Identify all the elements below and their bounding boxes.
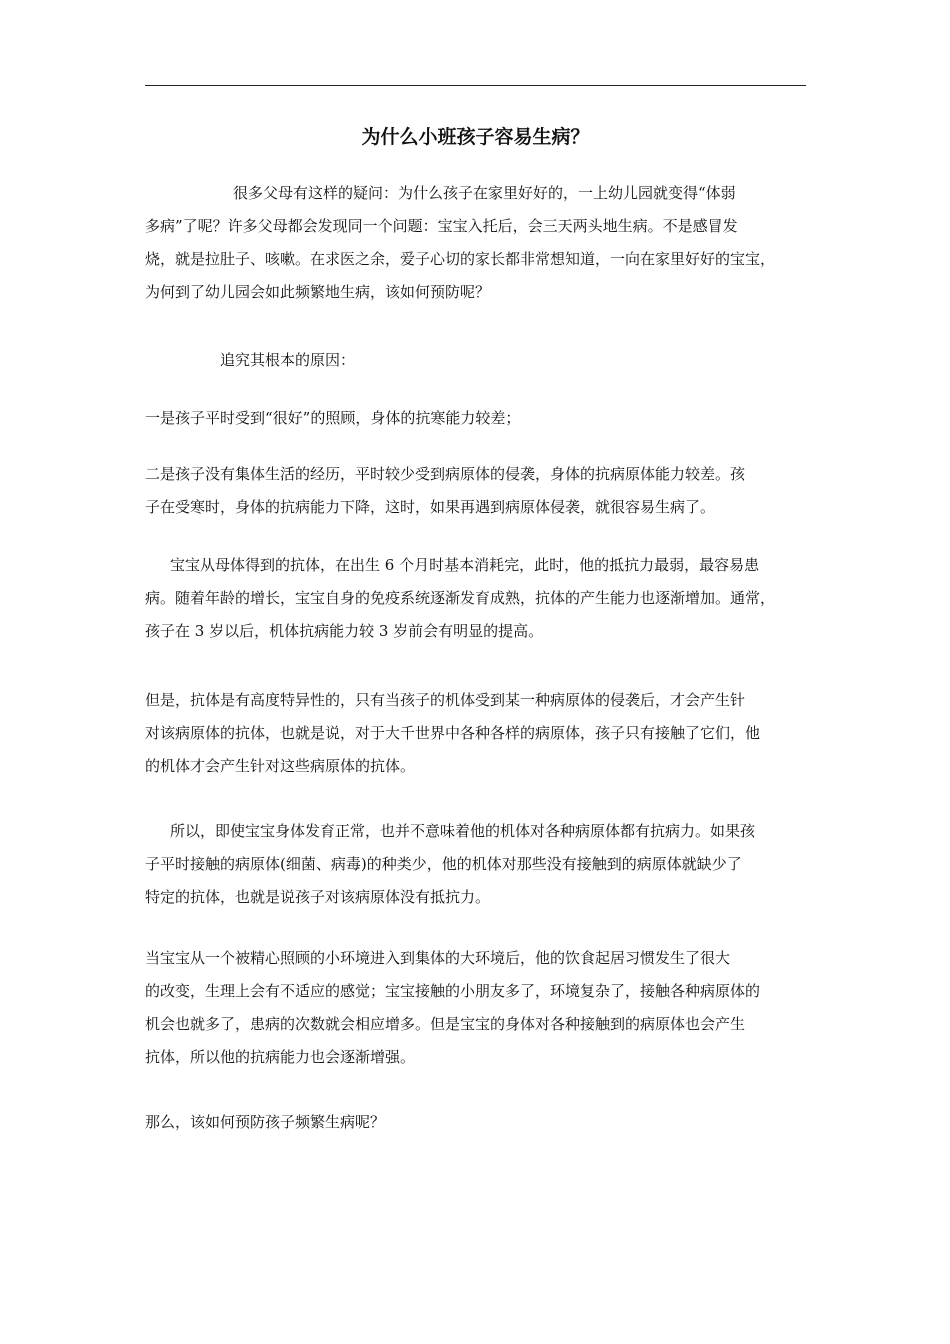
paragraph-line: 机会也就多了，患病的次数就会相应增多。但是宝宝的身体对各种接触到的病原体也会产生 — [145, 1015, 746, 1033]
paragraph-line: 多病”了呢？许多父母都会发现同一个问题：宝宝入托后，会三天两头地生病。不是感冒发 — [145, 217, 738, 235]
header-rule — [145, 85, 806, 86]
paragraph-line: 烧，就是拉肚子、咳嗽。在求医之余，爱子心切的家长都非常想知道，一向在家里好好的宝宝， — [145, 250, 776, 268]
paragraph-line: 追究其根本的原因： — [220, 351, 356, 369]
paragraph-line: 很多父母有这样的疑问：为什么孩子在家里好好的，一上幼儿园就变得“体弱 — [233, 184, 736, 202]
paragraph-cause-one — [145, 402, 806, 435]
document-title: 为什么小班孩子容易生病？ — [361, 126, 590, 148]
paragraph-line: 孩子在 3 岁以后，机体抗病能力较 3 岁前会有明显的提高。 — [145, 622, 544, 640]
paragraph-antibody — [145, 549, 806, 648]
paragraph-specificity — [145, 684, 806, 783]
paragraph-prevention-question — [145, 1106, 806, 1139]
paragraph-line: 的机体才会产生针对这些病原体的抗体。 — [145, 757, 416, 775]
paragraph-line: 特定的抗体，也就是说孩子对该病原体没有抵抗力。 — [145, 888, 491, 906]
paragraph-line: 为何到了幼儿园会如此频繁地生病，该如何预防呢？ — [145, 283, 491, 301]
paragraph-line: 所以，即使宝宝身体发育正常，也并不意味着他的机体对各种病原体都有抗病力。如果孩 — [170, 822, 756, 840]
paragraph-environment — [145, 942, 806, 1074]
paragraph-line: 子在受寒时，身体的抗病能力下降，这时，如果再遇到病原体侵袭，就很容易生病了。 — [145, 498, 716, 516]
paragraph-line: 抗体，所以他的抗病能力也会逐渐增强。 — [145, 1048, 416, 1066]
paragraph-line: 宝宝从母体得到的抗体，在出生 6 个月时基本消耗完，此时，他的抵抗力最弱，最容易患 — [170, 556, 760, 574]
paragraph-line: 二是孩子没有集体生活的经历，平时较少受到病原体的侵袭，身体的抗病原体能力较差。孩 — [145, 465, 746, 483]
paragraph-line: 但是，抗体是有高度特异性的，只有当孩子的机体受到某一种病原体的侵袭后，才会产生针 — [145, 691, 746, 709]
paragraph-cause-heading — [145, 344, 806, 377]
paragraph-exposure — [145, 815, 806, 914]
paragraph-line: 对该病原体的抗体，也就是说，对于大千世界中各种各样的病原体，孩子只有接触了它们，他 — [145, 724, 761, 742]
paragraph-line: 那么，该如何预防孩子频繁生病呢？ — [145, 1113, 386, 1131]
paragraph-line: 当宝宝从一个被精心照顾的小环境进入到集体的大环境后，他的饮食起居习惯发生了很大 — [145, 949, 731, 967]
paragraph-line: 一是孩子平时受到“很好”的照顾，身体的抗寒能力较差； — [145, 409, 521, 427]
paragraph-line: 的改变，生理上会有不适应的感觉；宝宝接触的小朋友多了，环境复杂了，接触各种病原体的 — [145, 982, 761, 1000]
paragraph-line: 病。随着年龄的增长，宝宝自身的免疫系统逐渐发育成熟，抗体的产生能力也逐渐增加。通常， — [145, 589, 776, 607]
paragraph-intro — [145, 177, 806, 309]
paragraph-line: 子平时接触的病原体(细菌、病毒)的种类少，他的机体对那些没有接触到的病原体就缺少了 — [145, 855, 742, 873]
paragraph-cause-two — [145, 458, 806, 524]
